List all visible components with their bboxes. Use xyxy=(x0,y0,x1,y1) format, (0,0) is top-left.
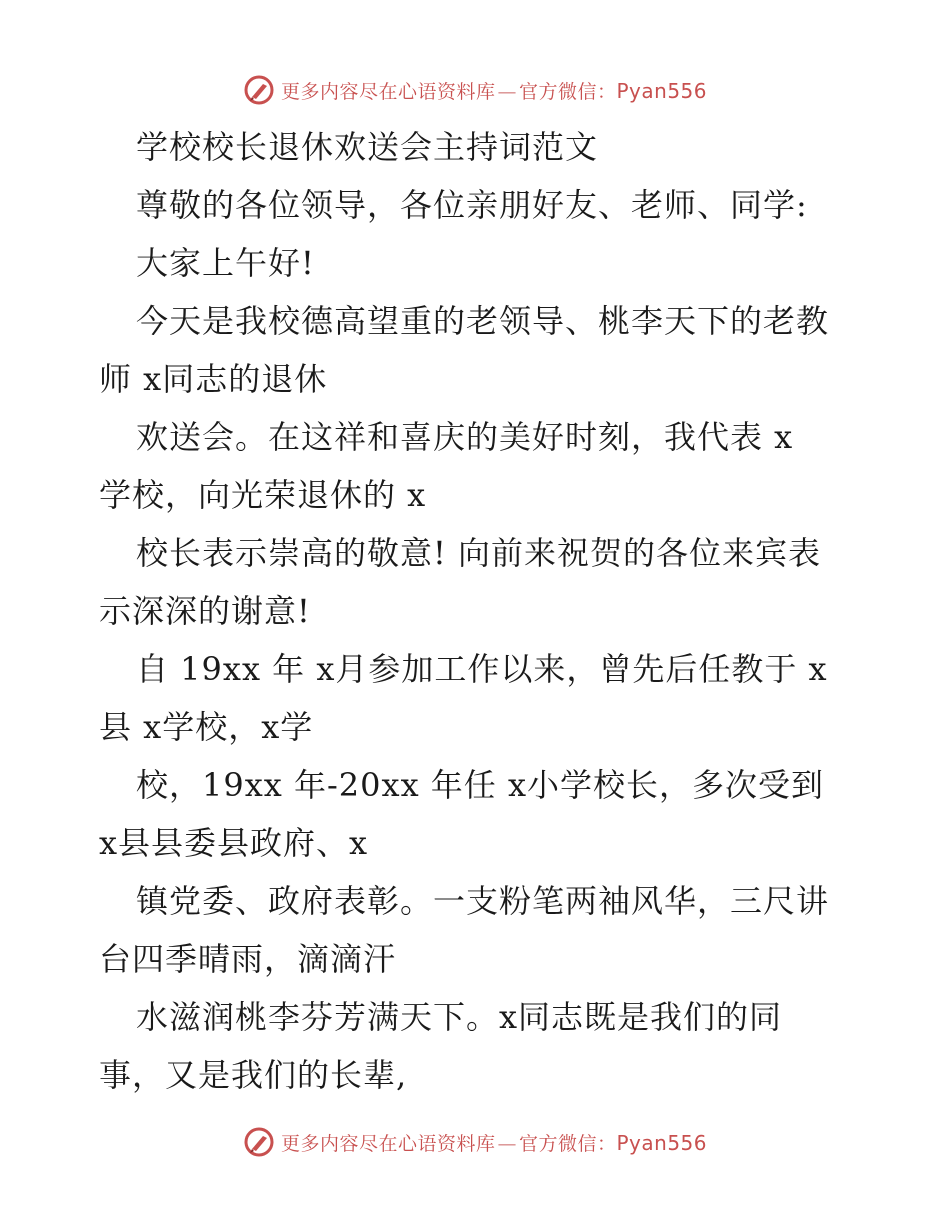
paragraph-line: 师 x同志的退休 xyxy=(99,360,328,398)
pen-nib-logo-icon xyxy=(243,74,275,106)
paragraph-line: 事，又是我们的长辈, xyxy=(99,1056,408,1094)
watermark-text xyxy=(281,1129,707,1156)
header-watermark xyxy=(0,70,950,110)
paragraph-line: 镇党委、政府表彰。一支粉笔两袖风华，三尺讲 xyxy=(136,882,830,920)
paragraph-line: 县 x学校，x学 xyxy=(99,708,314,746)
footer-watermark xyxy=(0,1122,950,1162)
document-body xyxy=(99,118,859,1104)
paragraph-line: 示深深的谢意! xyxy=(99,592,311,630)
watermark-dash: — xyxy=(497,1132,517,1155)
document-title: 学校校长退休欢送会主持词范文 xyxy=(136,128,599,166)
paragraph-line: 校，19xx 年-20xx 年任 x小学校长，多次受到 xyxy=(136,766,825,804)
paragraph-line: x县县委县政府、x xyxy=(99,824,369,862)
watermark-account: Pyan556 xyxy=(616,1130,708,1155)
watermark-main-text: 更多内容尽在心语资料库 xyxy=(280,80,496,103)
salutation-line: 尊敬的各位领导，各位亲朋好友、老师、同学: xyxy=(136,186,808,224)
paragraph-line: 台四季晴雨，滴滴汗 xyxy=(99,940,397,978)
watermark-dash: — xyxy=(497,80,517,103)
pen-nib-logo-icon xyxy=(243,1126,275,1158)
paragraph-line: 水滋润桃李芬芳满天下。x同志既是我们的同 xyxy=(136,998,783,1036)
watermark-account: Pyan556 xyxy=(616,78,708,103)
watermark-label: 官方微信： xyxy=(518,80,617,103)
paragraph-line: 今天是我校德高望重的老领导、桃李天下的老教 xyxy=(136,302,830,340)
watermark-text xyxy=(281,77,707,104)
paragraph-line: 自 19xx 年 x月参加工作以来，曾先后任教于 x xyxy=(136,650,828,688)
paragraph-line: 校长表示崇高的敬意! 向前来祝贺的各位来宾表 xyxy=(136,534,822,572)
watermark-label: 官方微信： xyxy=(518,1132,617,1155)
watermark-main-text: 更多内容尽在心语资料库 xyxy=(280,1132,496,1155)
paragraph-line: 欢送会。在这祥和喜庆的美好时刻，我代表 x xyxy=(136,418,794,456)
greeting-line: 大家上午好! xyxy=(136,244,315,282)
paragraph-line: 学校，向光荣退休的 x xyxy=(99,476,427,514)
